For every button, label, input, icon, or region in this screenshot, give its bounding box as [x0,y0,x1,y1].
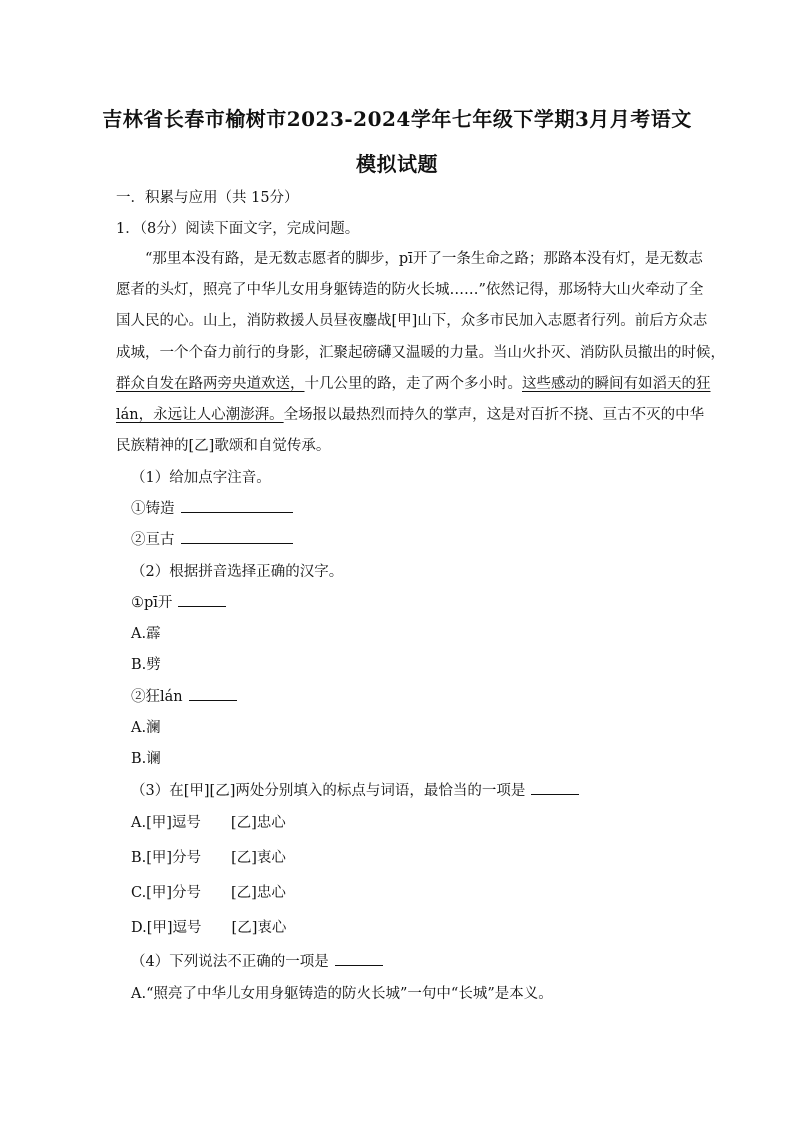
option-b[interactable]: B.劈 [131,657,161,673]
sub-question-2: （2）根据拼音选择正确的汉字。 [131,564,344,580]
item-label: ②亘古 [131,532,175,548]
exam-title-line2: 模拟试题 [356,152,438,176]
option-a[interactable]: A.澜 [131,720,161,736]
passage-line-5 [116,372,711,393]
option-d[interactable] [131,916,286,937]
prompt-text: （4）下列说法不正确的一项是 [131,954,329,970]
passage-line-7: 民族精神的[乙]歌颂和自觉传承。 [116,438,331,454]
sub-1-item-b [131,528,293,549]
option-b[interactable]: B.谰 [131,751,161,767]
option-a[interactable] [131,811,286,832]
passage-line-2: 愿者的头灯，照亮了中华儿女用身躯铸造的防火长城……”依然记得，那场特大山火牵动了全 [116,282,704,298]
item-label: ①pī开 [131,595,173,611]
option-a[interactable]: A.霹 [131,626,161,642]
option-part: D.[甲]逗号 [131,920,202,936]
underlined-phrase-c: lán，永远让人心潮澎湃。 [116,407,284,423]
item-label: ②狂lán [131,689,183,705]
answer-blank[interactable] [181,529,293,544]
sub-question-3 [131,779,579,800]
passage-line-6 [116,403,704,424]
exam-title-line1: 吉林省长春市榆树市2023-2024学年七年级下学期3月月考语文 [102,107,692,131]
underlined-phrase-a: 群众自发在路两旁央道欢送， [116,376,305,392]
option-part: B.[甲]分号 [131,850,202,866]
prompt-text: （3）在[甲][乙]两处分别填入的标点与词语，最恰当的一项是 [131,783,526,799]
answer-blank[interactable] [335,951,383,966]
passage-text: 全场报以最热烈而持久的掌声，这是对百折不挠、亘古不灭的中华 [283,407,705,423]
item-label: ①铸造 [131,501,175,517]
option-part: A.[甲]逗号 [131,815,201,831]
sub-2-item-a [131,591,226,612]
option-part: C.[甲]分号 [131,885,202,901]
option-part: [乙]忠心 [231,885,286,901]
sub-1-item-a [131,497,293,518]
passage-line-1: “那里本没有路，是无数志愿者的脚步，pī开了一条生命之路；那路本没有灯，是无数志 [145,251,703,267]
sub-2-item-b [131,685,237,706]
sub-question-4 [131,950,383,971]
passage-line-4: 成城，一个个奋力前行的身影，汇聚起磅礴又温暖的力量。当山火扑灭、消防队员撤出的时候， [116,345,725,361]
sub-question-1: （1）给加点字注音。 [131,470,271,486]
answer-blank[interactable] [181,498,293,513]
option-a[interactable]: A.“照亮了中华儿女用身躯铸造的防火长城”一句中“长城”是本义。 [131,986,553,1002]
section-heading: 一．积累与应用（共 15分） [116,190,299,206]
option-part: [乙]忠心 [230,815,286,831]
passage-line-3: 国人民的心。山上，消防救援人员昼夜鏖战[甲]山下，众多市民加入志愿者行列。前后方众志 [116,313,708,329]
option-c[interactable] [131,881,286,902]
answer-blank[interactable] [531,780,579,795]
answer-blank[interactable] [178,592,226,607]
passage-text: 十几公里的路，走了两个多小时。 [304,376,522,392]
option-b[interactable] [131,846,286,867]
answer-blank[interactable] [189,686,237,701]
question-1-header: 1．（8分）阅读下面文字，完成问题。 [116,221,360,237]
option-part: [乙]衷心 [231,920,287,936]
option-part: [乙]衷心 [231,850,286,866]
underlined-phrase-b: 这些感动的瞬间有如滔天的狂 [522,376,711,392]
